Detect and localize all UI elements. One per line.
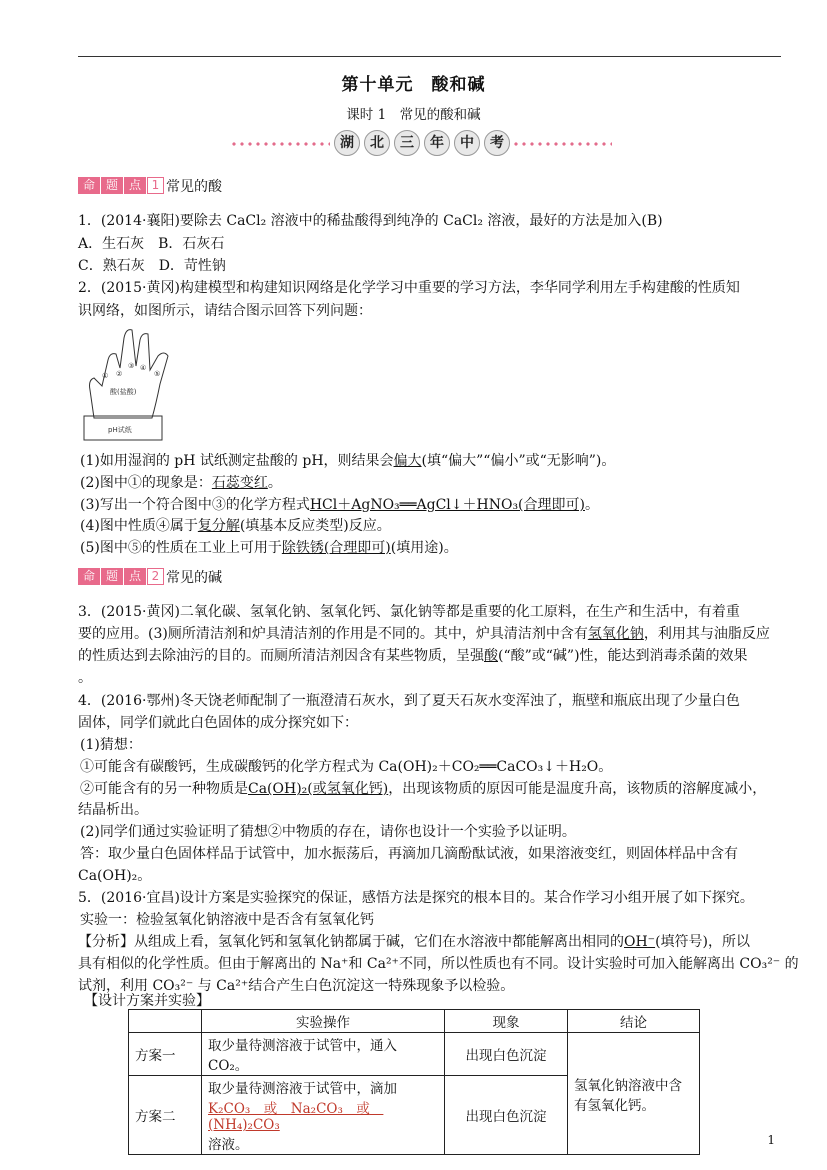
q4-line-1: 4．(2016·鄂州)冬天饶老师配制了一瓶澄清石灰水，到了夏天石灰水变浑浊了，瓶壁和瓶底出现了少量白色 [78, 693, 740, 709]
text: (4)图中性质④属于 [80, 518, 198, 534]
tag-cell: 命 [78, 177, 100, 194]
q4-line-2: 固体，同学们就此白色固体的成分探究如下： [78, 715, 358, 731]
tag-number: 2 [147, 568, 164, 585]
text: ，出现该物质的原因可能是温度升高，该物质的溶解度减小， [388, 781, 767, 797]
q5-line-5: 试剂，利用 CO₃²⁻ 与 Ca²⁺结合产生白色沉淀这一特殊现象予以检验。 [78, 978, 515, 994]
answer: 偏大 [393, 453, 422, 469]
q4-line-7: (2)同学们通过实验证明了猜想②中物质的存在，请你也设计一个实验予以证明。 [80, 824, 576, 840]
banner-text [334, 130, 510, 156]
q3-line-2 [78, 623, 782, 643]
banner-char: 湖 [334, 130, 360, 156]
hand-label-ph: pH试纸 [108, 426, 132, 434]
hand-label-3: ③ [128, 362, 135, 370]
q4-line-4: ①可能含有碳酸钙，生成碳酸钙的化学方程式为 Ca(OH)₂＋CO₂══CaCO₃↓＋H₂O。 [80, 759, 613, 775]
conclusion-cell: 氢氧化钠溶液中含有氢氧化钙。 [568, 1033, 700, 1155]
q2-stem-1: 2．(2015·黄冈)构建模型和构建知识网络是化学学习中重要的学习方法，李华同学利用左手构建酸的性质知 [78, 280, 740, 296]
text: (填符号)，所以 [655, 934, 751, 950]
plan-cell: 方案一 [129, 1033, 202, 1076]
q2-part5 [80, 537, 784, 557]
unit-title: 第十单元 酸和碱 [341, 75, 486, 95]
plan-cell: 方案二 [129, 1076, 202, 1155]
answer: 复分解 [197, 518, 240, 534]
experiment-table [128, 1009, 700, 1155]
banner-char: 考 [484, 130, 510, 156]
q5-line-6: 【设计方案并实验】 [84, 993, 210, 1009]
q2-part3 [80, 494, 784, 514]
hand-diagram [80, 320, 188, 444]
q1-stem: 1．(2014·襄阳)要除去 CaCl₂ 溶液中的稀盐酸得到纯净的 CaCl₂ 溶液，最好的方法是加入(B) [78, 213, 663, 229]
answer: HCl＋AgNO₃══AgCl↓＋HNO₃(合理即可) [309, 497, 585, 513]
hand-label-1: ① [102, 372, 109, 380]
text: ，利用其与油脂反应 [643, 626, 770, 642]
q3-line-1: 3．(2015·黄冈)二氧化碳、氢氧化钠、氢氧化钙、氯化钠等都是重要的化工原料，在生产和生活中，有着重 [78, 604, 740, 620]
hand-label-5: ⑤ [154, 370, 161, 378]
text: (2)图中①的现象是： [80, 475, 212, 491]
q1-options-cd: C．熟石灰 D．苛性钠 [78, 258, 226, 274]
page-number: 1 [767, 1133, 775, 1147]
q2-part2 [80, 472, 784, 492]
answer: K₂CO₃ 或 Na₂CO₃ 或 (NH₄)₂CO₃ [208, 1101, 384, 1133]
text: 取少量待测溶液于试管中，滴加 [208, 1081, 397, 1097]
q4-line-3: (1)猜想： [80, 737, 142, 753]
text: (填用途)。 [390, 540, 458, 556]
q4-line-5 [80, 778, 784, 798]
table-header: 结论 [568, 1010, 700, 1033]
q4-line-8: 答：取少量白色固体样品于试管中，加水振荡后，再滴加几滴酚酞试液，如果溶液变红，则固体样品中含有 [80, 846, 738, 862]
table-row [129, 1033, 700, 1076]
tag-cell: 题 [101, 568, 123, 585]
text: 溶液。 [208, 1137, 249, 1153]
answer: 氢氧化钠 [587, 626, 644, 642]
banner-char: 北 [364, 130, 390, 156]
hand-label-2: ② [116, 370, 123, 378]
answer: 酸 [484, 648, 498, 664]
q2-stem-2: 识网络，如图所示，请结合图示回答下列问题： [78, 303, 372, 319]
answer: Ca(OH)₂(或氢氧化钙) [248, 781, 389, 797]
text: (1)如用湿润的 pH 试纸测定盐酸的 pH，则结果会 [80, 453, 394, 469]
tag-cell: 命 [78, 568, 100, 585]
topic-label: 常见的碱 [166, 569, 222, 586]
q5-line-1: 5．(2016·宜昌)设计方案是实验探究的保证，感悟方法是探究的根本目的。某合作学习小组开展了如下探究。 [78, 890, 754, 906]
banner-dots-left [230, 142, 330, 146]
top-rule [78, 56, 781, 57]
topic-tag-1 [78, 176, 222, 195]
text: 。 [584, 497, 599, 513]
hand-label-4: ④ [140, 364, 147, 372]
hand-label-acid: 酸(盐酸) [110, 388, 137, 396]
banner-char: 年 [424, 130, 450, 156]
topic-tag-2 [78, 567, 222, 586]
tag-number: 1 [147, 177, 164, 194]
tag-cell: 题 [101, 177, 123, 194]
banner-dots-right [512, 142, 612, 146]
table-header: 现象 [445, 1010, 568, 1033]
text: (填基本反应类型)反应。 [239, 518, 391, 534]
text: (“酸”或“碱”)性，能达到消毒杀菌的效果 [498, 648, 748, 664]
phenomenon-cell: 出现白色沉淀 [445, 1033, 568, 1076]
answer: OH⁻ [624, 934, 656, 950]
text: 。 [267, 475, 282, 491]
q3-line-3 [78, 645, 782, 665]
answer: 除铁锈(合理即可) [281, 540, 391, 556]
operation-cell [202, 1076, 445, 1155]
q2-part4 [80, 515, 784, 535]
banner-char: 三 [394, 130, 420, 156]
q3-line-4: 。 [78, 670, 92, 686]
q2-part1 [80, 450, 784, 470]
table-header: 实验操作 [202, 1010, 445, 1033]
q5-line-2: 实验一：检验氢氧化钠溶液中是否含有氢氧化钙 [80, 912, 374, 928]
text: (5)图中⑤的性质在工业上可用于 [80, 540, 282, 556]
q4-line-6: 结晶析出。 [78, 802, 148, 818]
text: 【分析】从组成上看，氢氧化钙和氢氧化钠都属于碱，它们在水溶液中都能解离出相同的 [78, 934, 624, 950]
text: (3)写出一个符合图中③的化学方程式 [80, 497, 310, 513]
text: 的性质达到去除油污的目的。而厕所清洁剂因含有某些物质，呈强 [78, 648, 484, 664]
operation-cell: 取少量待测溶液于试管中，通入 CO₂。 [202, 1033, 445, 1076]
section-banner [230, 130, 630, 158]
q4-line-9: Ca(OH)₂。 [78, 868, 152, 884]
text: ②可能含有的另一种物质是 [80, 781, 248, 797]
answer: 石蕊变红 [211, 475, 268, 491]
q5-line-4: 具有相似的化学性质。但由于解离出的 Na⁺和 Ca²⁺不同，所以性质也有不同。设计实验时可加入能解离出 CO₃²⁻ 的 [78, 956, 799, 972]
text: 要的应用。(3)厕所清洁剂和炉具清洁剂的作用是不同的。其中，炉具清洁剂中含有 [78, 626, 588, 642]
lesson-title: 课时 1 常见的酸和碱 [346, 107, 481, 123]
topic-label: 常见的酸 [166, 178, 222, 195]
q1-options-ab: A．生石灰 B．石灰石 [78, 236, 225, 252]
tag-cell: 点 [124, 177, 146, 194]
banner-char: 中 [454, 130, 480, 156]
table-header-row [129, 1010, 700, 1033]
phenomenon-cell: 出现白色沉淀 [445, 1076, 568, 1155]
text: (填“偏大”“偏小”或“无影响”)。 [421, 453, 616, 469]
tag-cell: 点 [124, 568, 146, 585]
q5-line-3 [78, 931, 782, 951]
table-header [129, 1010, 202, 1033]
